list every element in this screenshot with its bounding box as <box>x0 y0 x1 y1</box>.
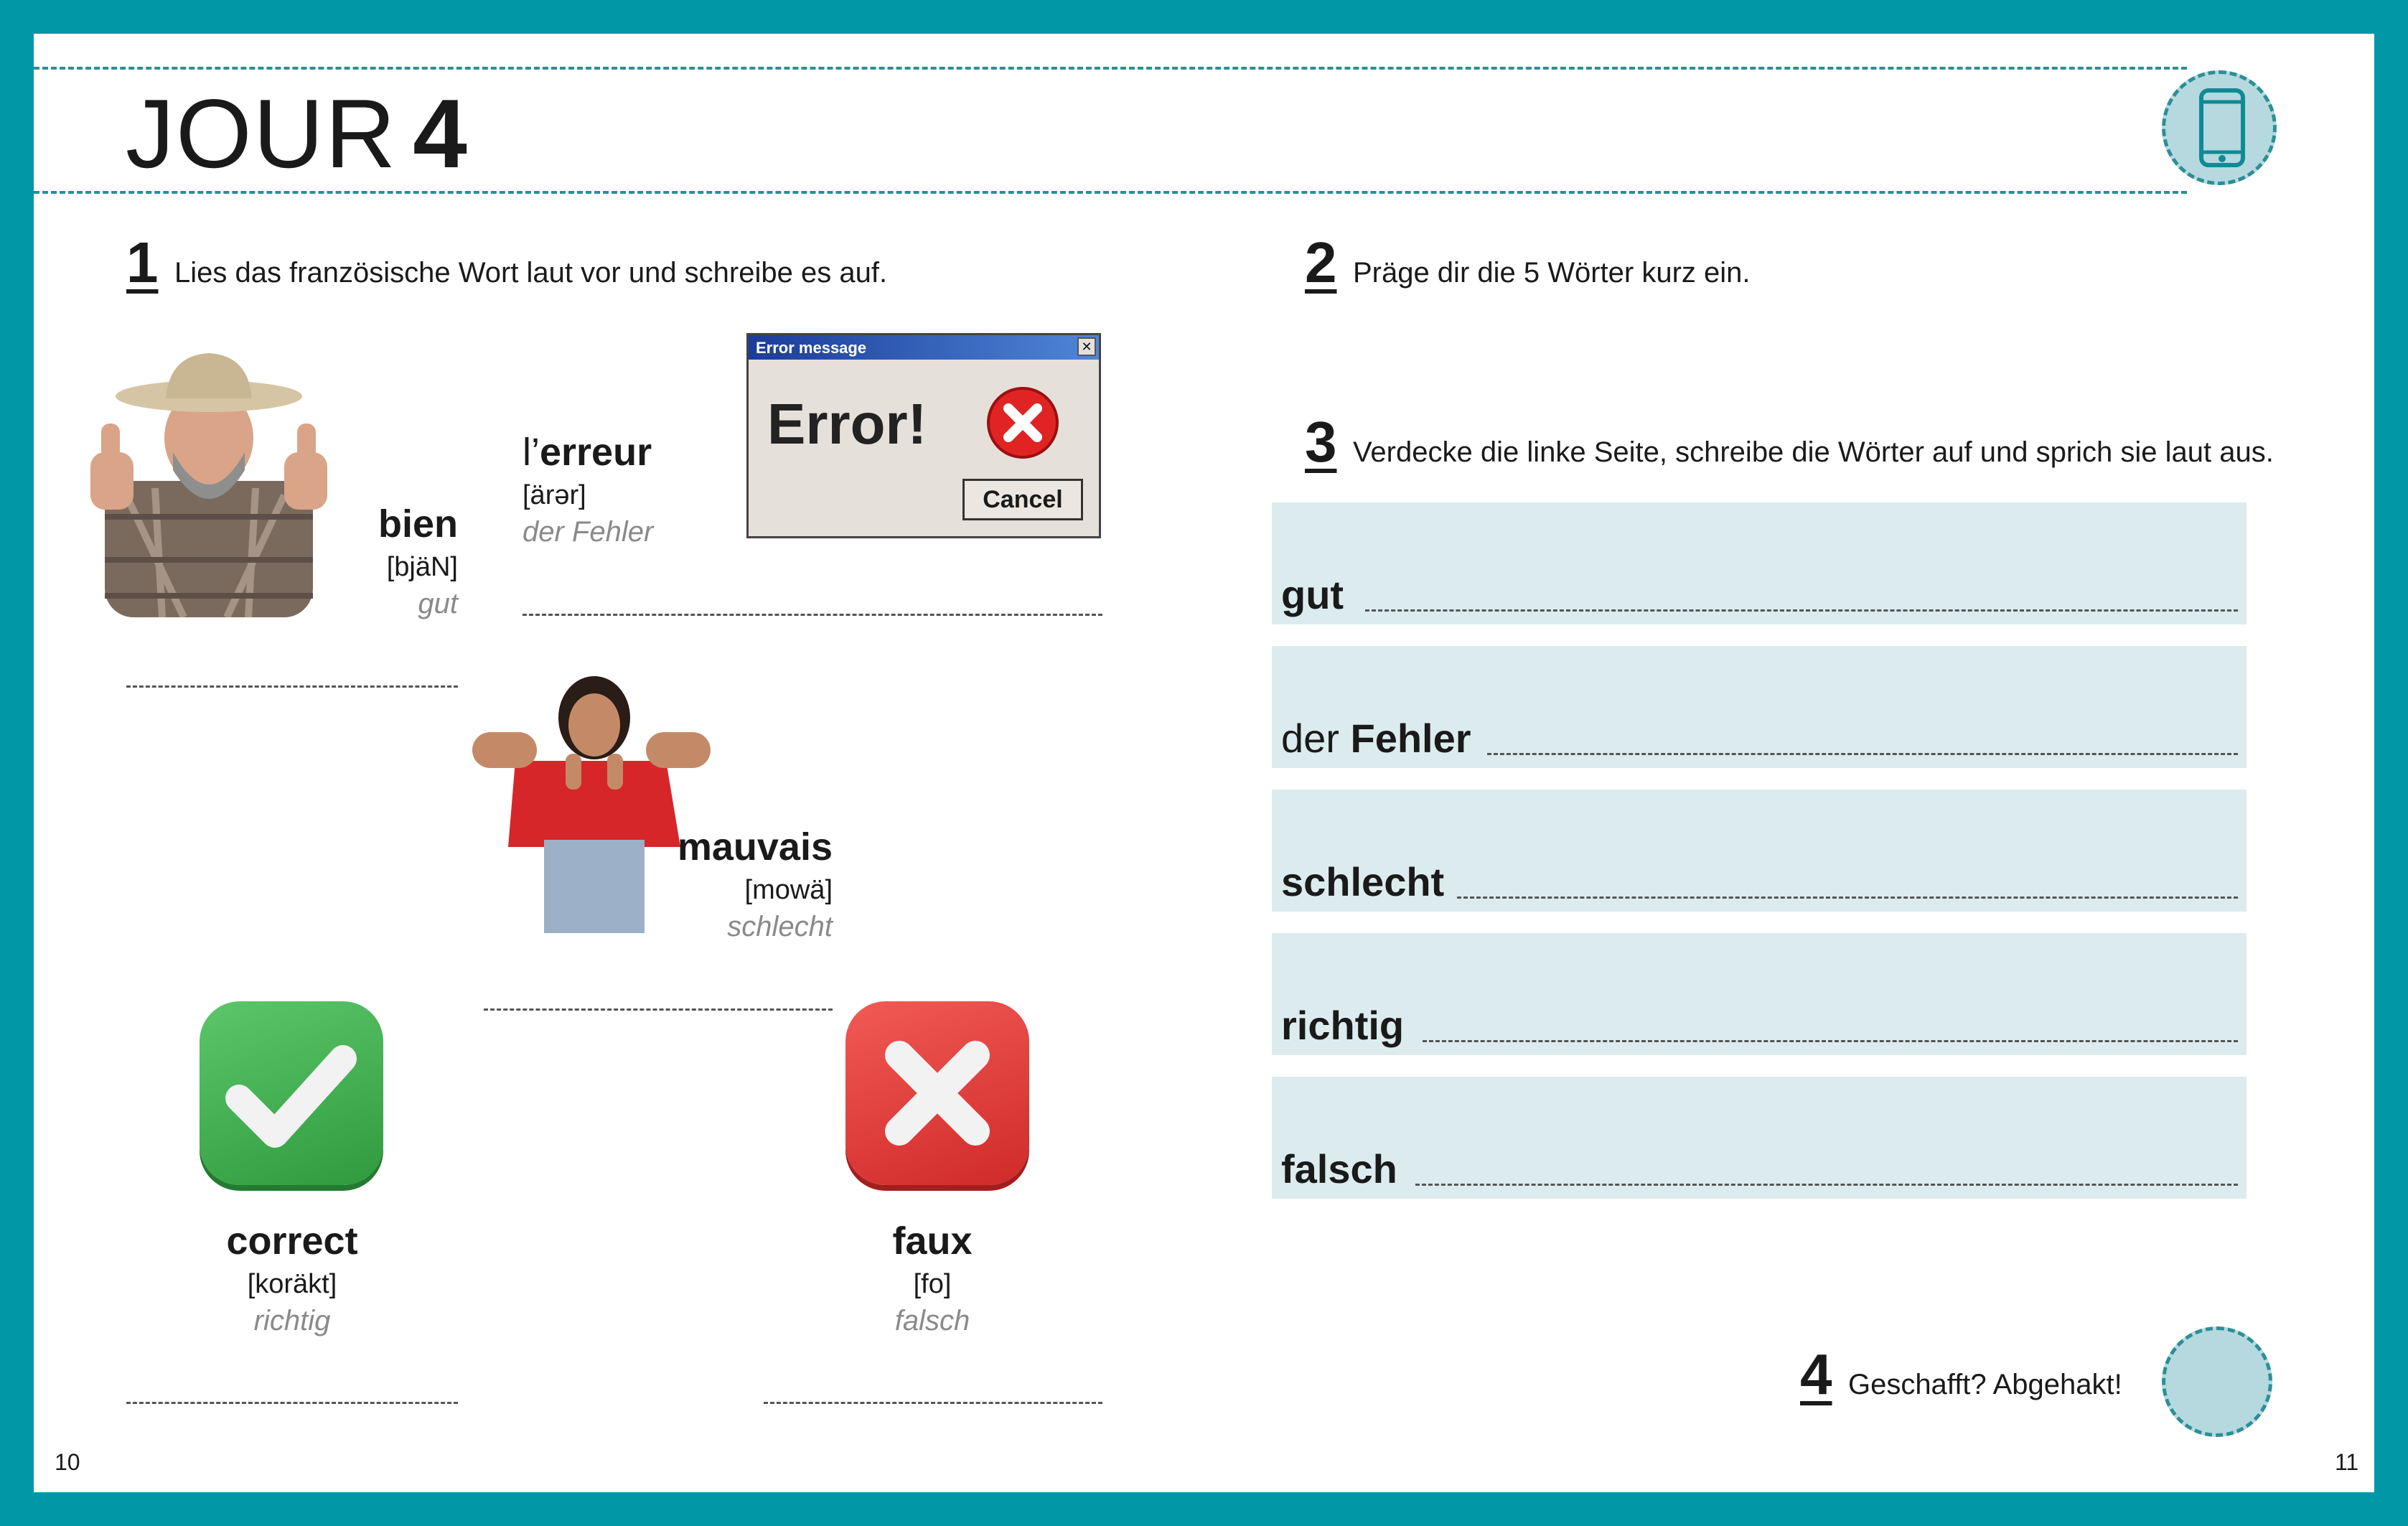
vocab-mauvais-word: mauvais <box>677 825 833 869</box>
vocab-erreur-translation: der Fehler <box>523 516 654 548</box>
vocab-mauvais <box>646 825 833 942</box>
title-number: 4 <box>413 79 469 188</box>
write-line-faux[interactable] <box>764 1402 1102 1404</box>
vocab-mauvais-phonetic: [mowä] <box>744 875 833 905</box>
practice-band-4-word: richtig <box>1281 1003 1405 1048</box>
practice-band-1 <box>1272 502 2247 624</box>
practice-band-1-word: gut <box>1281 572 1344 617</box>
vocab-bien-phonetic: [bjäN] <box>386 552 458 582</box>
smartphone-icon-badge <box>2162 70 2277 185</box>
close-icon: ✕ <box>1077 337 1096 356</box>
page-number-right: 11 <box>2335 1449 2359 1475</box>
practice-band-4-write-line[interactable] <box>1423 1040 2238 1042</box>
page-number-left: 10 <box>55 1449 80 1475</box>
practice-band-3-write-line[interactable] <box>1457 897 2238 899</box>
practice-band-5-write-line[interactable] <box>1415 1184 2238 1186</box>
write-line-bien[interactable] <box>126 685 458 688</box>
step-2 <box>1305 230 1751 294</box>
step-3-number: 3 <box>1305 410 1337 474</box>
done-checkbox-circle[interactable] <box>2162 1326 2272 1437</box>
smartphone-icon <box>2162 70 2277 185</box>
vocab-mauvais-translation: schlecht <box>727 911 833 942</box>
step-1-text: Lies das französische Wort laut vor und schreibe es auf. <box>174 257 888 289</box>
check-glyph <box>200 1001 383 1185</box>
practice-band-5 <box>1272 1077 2247 1199</box>
error-dialog-titlebar <box>749 335 1099 360</box>
vocab-bien-translation: gut <box>418 588 458 619</box>
vocab-faux-translation: falsch <box>894 1305 970 1337</box>
step-3 <box>1305 410 2274 474</box>
check-mark-icon <box>200 1001 383 1185</box>
step-1 <box>126 230 888 294</box>
practice-band-3-word: schlecht <box>1281 859 1445 904</box>
error-dialog-cancel-button: Cancel <box>962 479 1083 520</box>
page-title <box>126 79 469 188</box>
practice-band-2 <box>1272 646 2247 768</box>
practice-band-3 <box>1272 790 2247 912</box>
practice-band-2-write-line[interactable] <box>1487 753 2238 755</box>
man-thumbs-up-image <box>76 345 342 617</box>
title-word: JOUR <box>126 79 398 188</box>
practice-band-4 <box>1272 933 2247 1055</box>
vocab-faux-phonetic: [fo] <box>913 1269 952 1299</box>
vocab-bien <box>337 502 458 619</box>
step-2-number: 2 <box>1305 230 1337 294</box>
step-1-number: 1 <box>126 230 159 294</box>
step-2-text: Präge dir die 5 Wörter kurz ein. <box>1352 257 1751 289</box>
write-line-correct[interactable] <box>126 1402 458 1404</box>
error-dialog-title: Error message <box>756 339 867 357</box>
step-3-text: Verdecke die linke Seite, schreibe die Wörter auf und sprich sie laut aus. <box>1352 436 2274 468</box>
practice-band-2-word: der Fehler <box>1281 716 1471 761</box>
vocab-erreur-phonetic: [ärər] <box>523 480 586 510</box>
error-dialog-message: Error! <box>767 392 927 456</box>
step-4-number: 4 <box>1800 1342 1832 1406</box>
vocab-faux-word: faux <box>892 1220 973 1263</box>
vocab-correct-translation: richtig <box>253 1305 331 1337</box>
vocab-correct-word: correct <box>226 1220 358 1263</box>
step-4 <box>1800 1342 2122 1406</box>
error-x-icon <box>985 385 1060 460</box>
cross-glyph <box>845 1001 1029 1185</box>
vocab-erreur <box>523 433 653 546</box>
error-dialog-image <box>746 333 1101 538</box>
practice-band-5-word: falsch <box>1281 1146 1397 1192</box>
header-top-rule <box>34 67 2187 70</box>
cross-mark-icon <box>845 1001 1029 1185</box>
header-bottom-rule <box>34 191 2187 194</box>
vocab-correct <box>126 1222 458 1335</box>
write-line-mauvais[interactable] <box>484 1008 833 1011</box>
step-4-text: Geschafft? Abgehakt! <box>1847 1369 2122 1400</box>
practice-band-1-write-line[interactable] <box>1365 609 2238 612</box>
vocab-bien-word: bien <box>378 502 458 546</box>
write-line-erreur[interactable] <box>523 614 1102 616</box>
vocab-faux <box>764 1222 1101 1335</box>
vocab-correct-phonetic: [koräkt] <box>247 1269 337 1299</box>
vocab-erreur-word: l’erreur <box>523 431 652 474</box>
